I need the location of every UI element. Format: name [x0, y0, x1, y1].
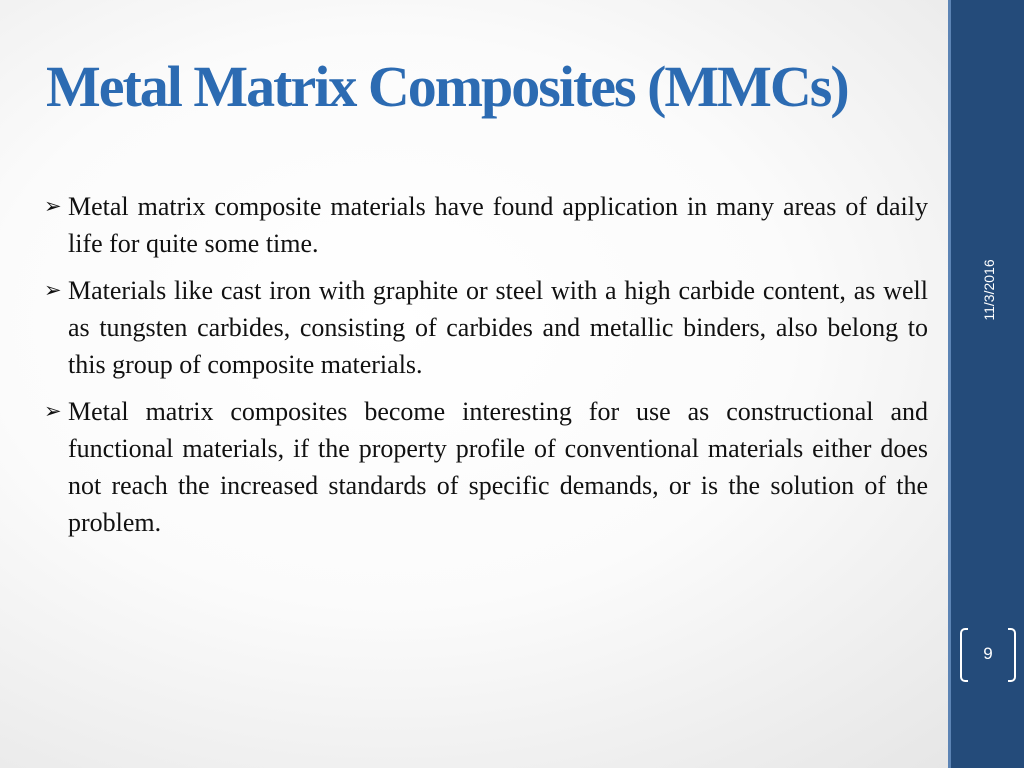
page-number: 9: [983, 644, 993, 663]
bullet-item: [44, 188, 928, 262]
arrow-bullet-icon: ➢: [44, 399, 62, 423]
bullet-text: Metal matrix composite materials have found application in many areas of daily life for quite some time.: [68, 192, 928, 258]
bullet-item: [44, 272, 928, 383]
bullet-text: Materials like cast iron with graphite or steel with a high carbide content, as well as tungsten carbides, consisting of carbides and metallic binders, also belong to this group of composite materials.: [68, 276, 928, 379]
slide-date: 11/3/2016: [981, 259, 997, 321]
slide-title: Metal Matrix Composites (MMCs): [46, 54, 848, 119]
bullet-text: Metal matrix composites become interesting for use as constructional and functional materials, if the property profile of conventional materials either does not reach the increased standards of specific demands, or is the solution of the problem.: [68, 397, 928, 537]
arrow-bullet-icon: ➢: [44, 194, 62, 218]
side-bar-highlight: [948, 0, 951, 768]
bullet-item: [44, 393, 928, 541]
bullet-list: [44, 188, 928, 551]
arrow-bullet-icon: ➢: [44, 278, 62, 302]
